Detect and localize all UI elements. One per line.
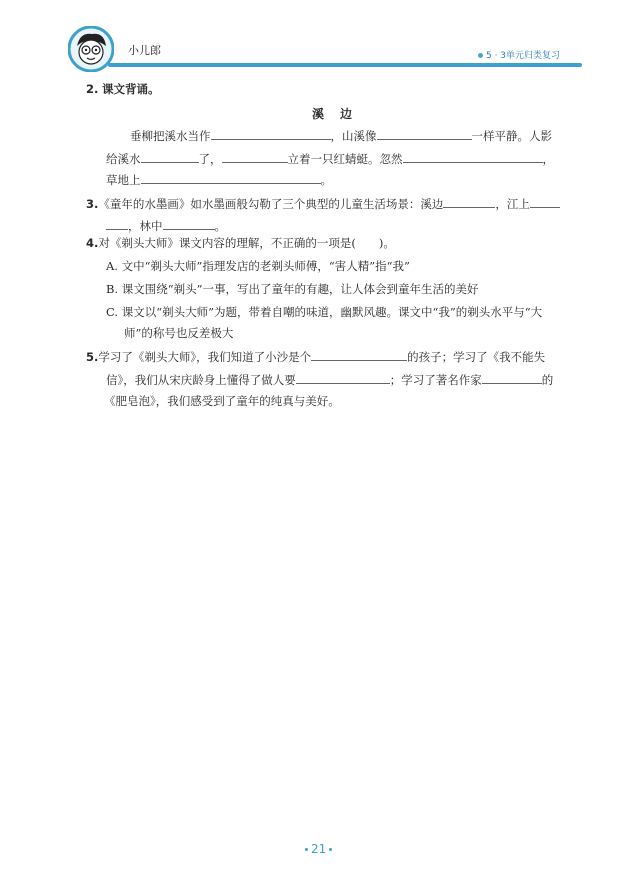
q2-line3-text-b: 。 [320,173,332,187]
blank-13[interactable] [482,372,542,384]
header-rule [108,63,582,67]
brand-name: 小儿郎 [128,44,161,57]
q4-stem [86,236,395,251]
q3-line2-text-a: ，林中 [128,219,163,233]
q2-line3-text-a: 草地上 [106,173,141,187]
dot-icon [305,848,308,851]
q3-line-2 [106,218,226,234]
page-number [302,842,335,856]
blank-11[interactable] [311,349,407,361]
q2-line1-text-a: 垂柳把溪水当作 [130,129,211,143]
blank-12[interactable] [296,372,390,384]
q5-line-2 [106,372,553,388]
q2-line1-text-c: 一样平静。人影 [471,129,552,143]
q2-label: 课文背诵。 [102,82,160,96]
q2-line2-text-a: 给溪水 [106,152,141,166]
blank-8[interactable] [530,196,560,208]
q4-option-c-cont: 师”的称号也反差极大 [124,326,234,340]
q5-line2-text-c: 的 [541,373,554,387]
blank-2[interactable] [377,128,472,140]
q5-line-1 [86,349,545,365]
blank-7[interactable] [443,196,495,208]
q5-line1-text-a: 学习了《剃头大师》，我们知道了小沙是个 [98,350,312,364]
page-number-text: 21 [311,842,327,856]
q2-line2-text-d: ， [542,152,554,166]
q5-line2-text-b: ；学习了著名作家 [389,373,482,387]
q3-line-1 [86,196,560,212]
blank-9[interactable] [106,218,128,230]
q2-line2-text-b: 了， [198,152,222,166]
q5-line2-text-a: 信》，我们从宋庆龄身上懂得了做人要 [106,373,296,387]
q2-line2-text-c: 立着一只红蜻蜓。忽然 [287,152,403,166]
dot-icon [329,848,332,851]
q2-line1-text-b: ，山溪像 [330,129,377,143]
q2-number: 2. [86,82,99,96]
q5-number: 5. [86,350,99,364]
q4-option-a[interactable]: A. 文中“剃头大师”指理发店的老剃头师傅，“害人精”指“我” [106,259,410,273]
q4-option-c[interactable]: C. 课文以“剃头大师”为题，带着自嘲的味道，幽默风趣。课文中“我”的剃头水平与“大 [106,305,543,319]
q5-line-3: 《肥皂泡》，我们感受到了童年的纯真与美好。 [104,394,340,408]
blank-5[interactable] [403,151,543,163]
bullet-icon [478,53,483,58]
section-tag-text: 5 · 3单元归类复习 [486,51,561,61]
blank-4[interactable] [222,151,288,163]
q2-line-2 [106,151,554,167]
blank-3[interactable] [141,151,199,163]
q5-line1-text-b: 的孩子；学习了《我不能失 [407,350,546,364]
blank-10[interactable] [163,218,215,230]
section-tag [478,48,560,61]
q2-line-3 [106,172,332,188]
q3-line1-text-a: 《童年的水墨画》如水墨画般勾勒了三个典型的儿童生活场景：溪边 [98,197,444,211]
q2-heading [86,82,160,97]
blank-6[interactable] [141,172,321,184]
q4-number: 4. [86,236,99,250]
q4-stem-text: 对《剃头大师》课文内容的理解，不正确的一项是( )。 [98,236,395,250]
q4-option-b[interactable]: B. 课文围绕“剃头”一事，写出了童年的有趣，让人体会到童年生活的美好 [106,282,479,296]
q3-line2-text-b: 。 [214,219,226,233]
q3-number: 3. [86,197,99,211]
blank-1[interactable] [211,128,331,140]
poem-title: 溪 边 [312,107,355,121]
q3-line1-text-b: ，江上 [495,197,530,211]
q2-line-1 [130,128,552,144]
